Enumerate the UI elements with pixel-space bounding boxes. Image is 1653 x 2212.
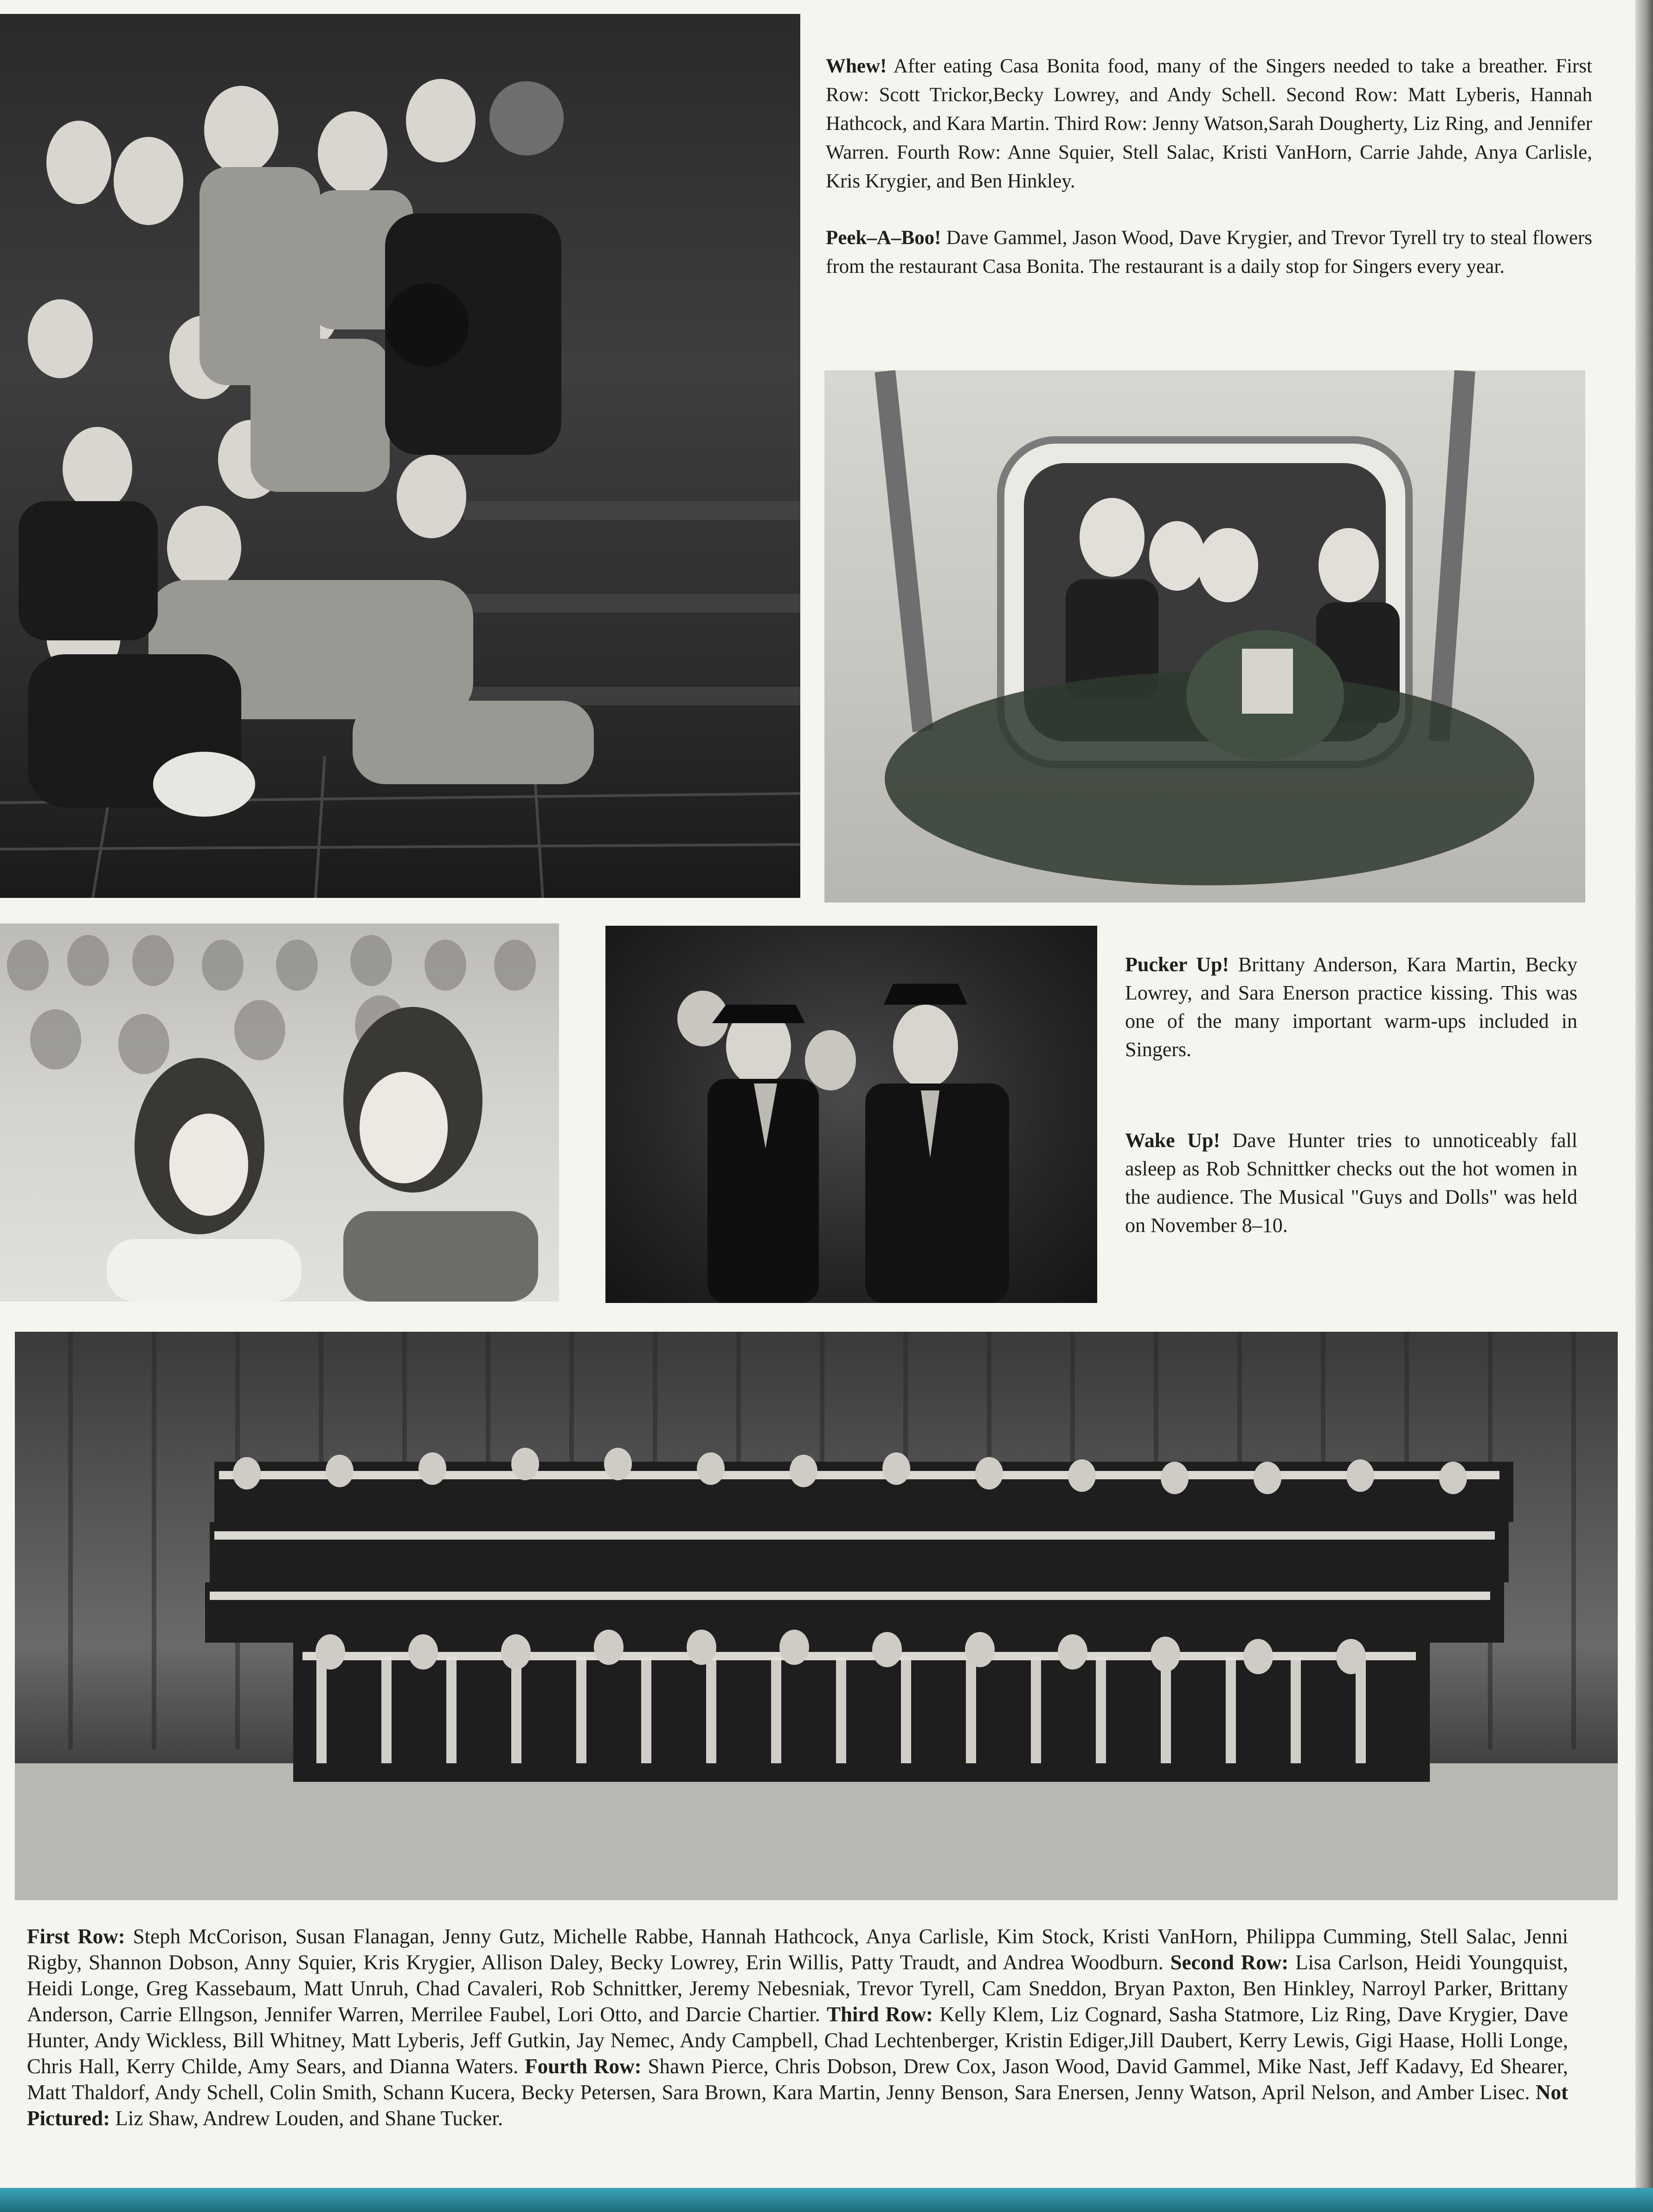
roster-fourth-row-label: Fourth Row: xyxy=(525,2055,642,2078)
caption-peekaboo xyxy=(826,224,1592,281)
roster-second-row-label: Second Row: xyxy=(1170,1951,1289,1974)
roster-second-row-names: Lisa Carlson, Heidi Youngquist, Heidi Longe, Greg Kassebaum, Matt Unruh, Chad Cavaleri, Rob Schnittker, Jeremy Nebesniak, Trevor Tyrell, Cam Sneddon, Bryan Paxton, Ben Hinkley, Narroyl Parker, Brittany Anderson, Carrie Ellngson, Jennifer Warren, Merrilee Faubel, Lori Otto, and Darcie Chartier. xyxy=(27,1951,1568,2026)
roster-third-row-names: Kelly Klem, Liz Cognard, Sasha Statmore, Liz Ring, Dave Krygier, Dave Hunter, Andy Wickless, Bill Whitney, Matt Lyberis, Jeff Gutkin, Jay Nemec, Andy Campbell, Chad Lechtenberger, Kristin Ediger,Jill Daubert, Kerry Lewis, Gigi Haase, Holli Longe, Chris Hall, Kerry Childe, Amy Sears, and Dianna Waters. xyxy=(27,2003,1568,2078)
page-edge-right xyxy=(1635,0,1653,2212)
caption-whew-text: After eating Casa Bonita food, many of the Singers needed to take a breather. First Row: Scott Trickor,Becky Lowrey, and Andy Schell. Second Row: Matt Lyberis, Hannah Hathcock, and Kara Martin. Third Row: Jenny Watson,Sarah Dougherty, Liz Ring, and Jennifer Warren. Fourth Row: Anne Squier, Stell Salac, Kristi VanHorn, Carrie Jahde, Anya Carlisle, Kris Krygier, and Ben Hinkley. xyxy=(826,55,1592,192)
caption-peekaboo-title: Peek–A–Boo! xyxy=(826,227,941,249)
photo-pucker-up xyxy=(0,923,559,1302)
page-edge-bottom xyxy=(0,2188,1653,2212)
caption-pucker-title: Pucker Up! xyxy=(1125,953,1229,976)
photo-choir-group xyxy=(15,1332,1618,1900)
caption-peekaboo-text: Dave Gammel, Jason Wood, Dave Krygier, and Trevor Tyrell try to steal flowers from the restaurant Casa Bonita. The restaurant is a daily stop for Singers every year. xyxy=(826,227,1592,277)
caption-pucker-text: Brittany Anderson, Kara Martin, Becky Lowrey, and Sara Enerson practice kissing. This was one of the many important warm-ups included in Singers. xyxy=(1125,953,1577,1061)
roster-third-row-label: Third Row: xyxy=(826,2003,933,2026)
caption-wake-text: Dave Hunter tries to unnoticeably fall asleep as Rob Schnittker checks out the hot women in the audience. The Musical "Guys and Dolls" was held on November 8–10. xyxy=(1125,1129,1578,1237)
photo-peek-a-boo xyxy=(824,370,1585,903)
caption-pucker xyxy=(1125,950,1577,1064)
caption-wake-title: Wake Up! xyxy=(1125,1129,1220,1152)
roster-first-row-names: Steph McCorison, Susan Flanagan, Jenny Gutz, Michelle Rabbe, Hannah Hathcock, Anya Carlisle, Kim Stock, Kristi VanHorn, Philippa Cumming, Stell Salac, Jenni Rigby, Shannon Dobson, Anny Squier, Kris Krygier, Allison Daley, Becky Lowrey, Erin Willis, Patty Traudt, and Andrea Woodburn. xyxy=(27,1925,1568,1974)
roster-not-pictured-names: Liz Shaw, Andrew Louden, and Shane Tucker. xyxy=(115,2107,503,2130)
caption-whew xyxy=(826,52,1592,196)
roster-first-row-label: First Row: xyxy=(27,1925,125,1948)
caption-wake xyxy=(1125,1126,1577,1239)
caption-block-top xyxy=(826,52,1592,309)
roster-not-pictured-label: Not Pictured: xyxy=(27,2081,1568,2130)
caption-block-middle xyxy=(1125,950,1577,1267)
photo-wake-up xyxy=(605,926,1097,1303)
roster-caption xyxy=(27,1923,1568,2131)
photo-singers-on-steps xyxy=(0,14,800,898)
caption-whew-title: Whew! xyxy=(826,55,887,77)
roster-fourth-row-names: Shawn Pierce, Chris Dobson, Drew Cox, Jason Wood, David Gammel, Mike Nast, Jeff Kadavy, Ed Shearer, Matt Thaldorf, Andy Schell, Colin Smith, Schann Kucera, Becky Petersen, Sara Brown, Kara Martin, Jenny Benson, Sara Enersen, Jenny Watson, April Nelson, and Amber Lisec. xyxy=(27,2055,1569,2104)
